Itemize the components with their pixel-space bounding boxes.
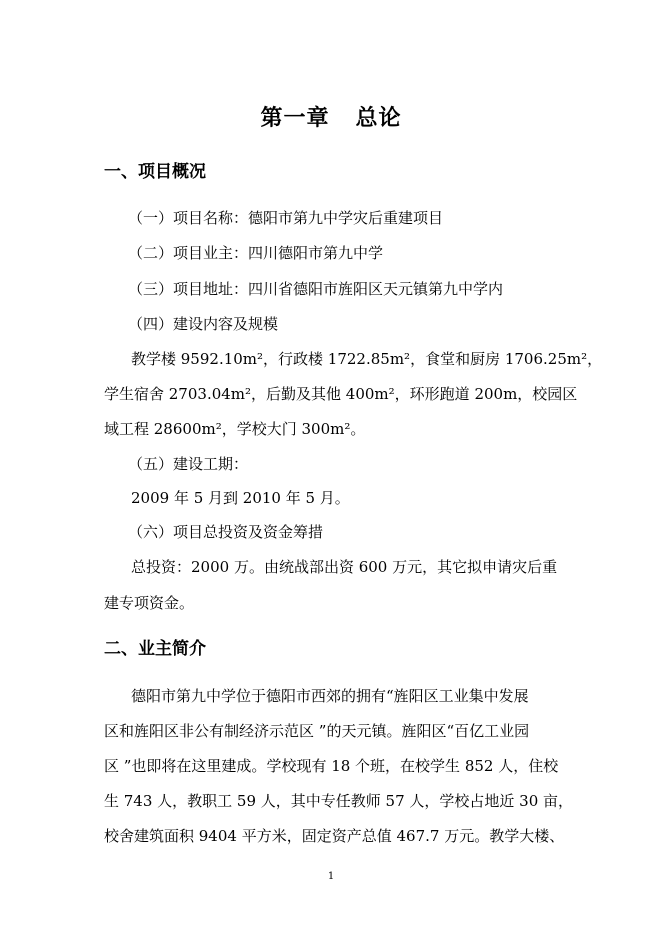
chapter-title-number: 第一章 [260, 105, 330, 131]
project-name-line: （一）项目名称：德阳市第九中学灾后重建项目 [128, 209, 444, 227]
scale-paragraph-line-1: 教学楼 9592.10m²，行政楼 1722.85m²，食堂和厨房 1706.25m²， [131, 350, 603, 368]
scale-paragraph-line-3: 域工程 28600m²，学校大门 300m²。 [104, 420, 366, 438]
owner-paragraph-line-3: 区 ”也即将在这里建成。学校现有 18 个班，在校学生 852 人，住校 [104, 757, 559, 775]
section-heading-overview: 一、项目概况 [104, 162, 206, 182]
chapter-title [0, 103, 662, 133]
project-address-line: （三）项目地址：四川省德阳市旌阳区天元镇第九中学内 [128, 280, 504, 298]
owner-paragraph-line-1: 德阳市第九中学位于德阳市西郊的拥有“旌阳区工业集中发展 [131, 687, 529, 705]
investment-paragraph-line-1: 总投资：2000 万。由统战部出资 600 万元，其它拟申请灾后重 [131, 558, 558, 576]
section-heading-owner-intro: 二、业主简介 [104, 639, 206, 659]
investment-paragraph-line-2: 建专项资金。 [104, 594, 195, 612]
construction-period-text: 2009 年 5 月到 2010 年 5 月。 [131, 489, 350, 507]
project-owner-line: （二）项目业主：四川德阳市第九中学 [128, 244, 384, 262]
page-number: 1 [327, 871, 335, 882]
investment-heading: （六）项目总投资及资金筹措 [128, 523, 324, 541]
construction-period-heading: （五）建设工期： [128, 455, 249, 473]
owner-paragraph-line-4: 生 743 人，教职工 59 人，其中专任教师 57 人，学校占地近 30 亩， [104, 792, 574, 810]
construction-scale-heading: （四）建设内容及规模 [128, 315, 279, 333]
owner-paragraph-line-2: 区和旌阳区非公有制经济示范区 ”的天元镇。旌阳区“百亿工业园 [104, 722, 530, 740]
owner-paragraph-line-5: 校舍建筑面积 9404 平方米，固定资产总值 467.7 万元。教学大楼、 [104, 827, 565, 845]
scale-paragraph-line-2: 学生宿舍 2703.04m²，后勤及其他 400m²，环形跑道 200m，校园区 [104, 385, 578, 403]
chapter-title-text: 总论 [355, 105, 402, 131]
